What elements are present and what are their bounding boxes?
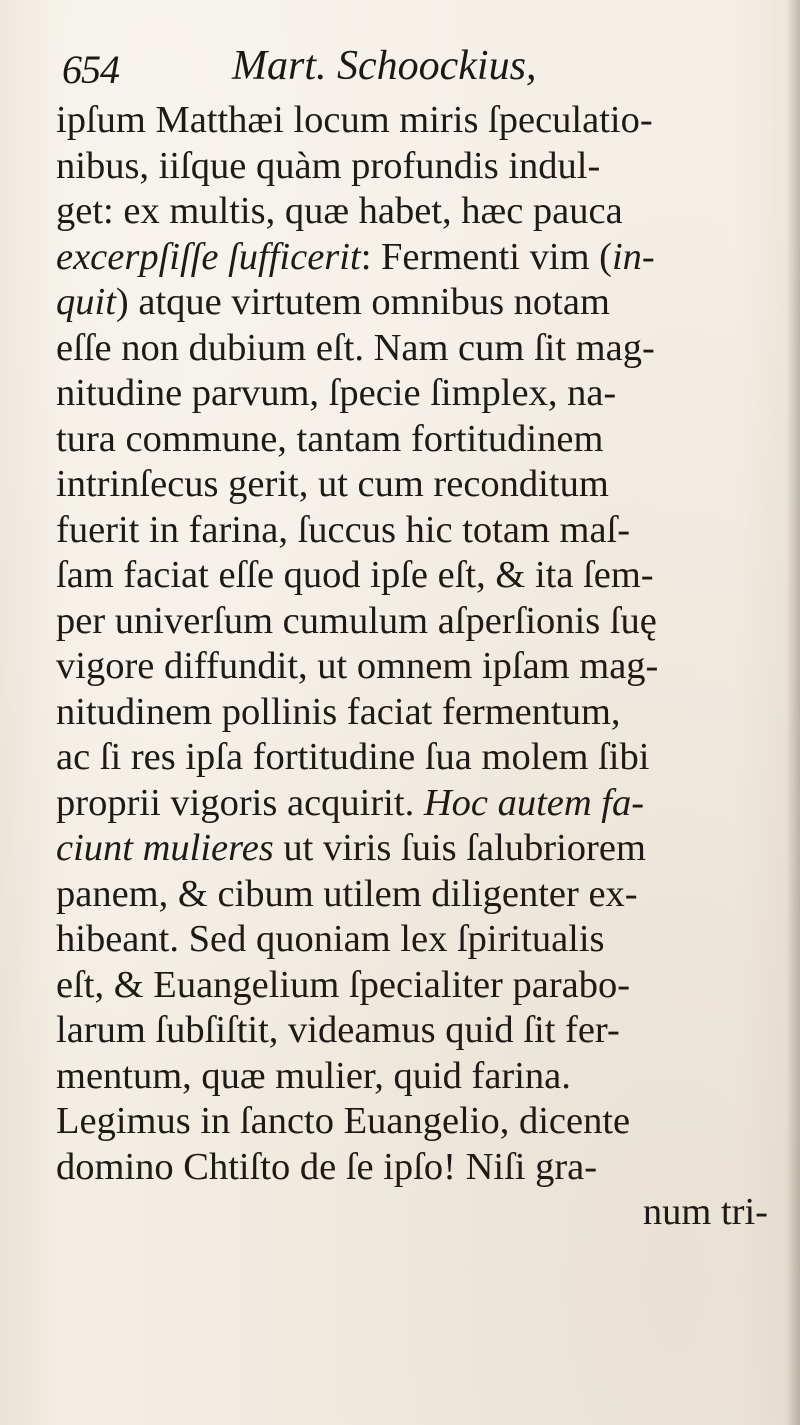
text-line [56,1054,776,1100]
text-segment: eſſe non dubium eſt. Nam cum ſit mag- [56,326,655,369]
text-line [56,826,776,872]
text-line [56,1145,776,1191]
text-segment: : Fermenti vim ( [360,235,612,278]
text-line [56,917,776,963]
text-segment: ipſum Matthæi locum miris ſpeculatio- [56,99,653,141]
text-segment: nibus, iiſque quàm profundis indul- [56,144,601,187]
text-line [56,781,776,827]
text-line [56,417,776,463]
text-segment: eſt, & Euangelium ſpecialiter parabo- [56,963,631,1006]
text-line [56,462,776,508]
text-line [56,872,776,918]
text-segment: ut viris ſuis ſalubriorem [273,827,646,869]
text-segment: fuerit in farina, ſuccus hic totam maſ- [56,508,631,551]
text-line [56,326,776,372]
italic-text-segment: Hoc autem fa- [423,781,645,824]
text-segment: vigore diffundit, ut omnem ipſam mag- [56,645,659,687]
text-line [56,235,776,281]
text-segment: ſam faciat eſſe quod ipſe eſt, & ita ſem- [56,554,654,596]
text-line [56,280,776,326]
text-segment: nitudine parvum, ſpecie ſimplex, na- [56,372,617,414]
text-segment: Legimus in ſancto Euangelio, dicente [56,1100,631,1142]
text-line [56,644,776,690]
text-segment: panem, & cibum utilem diligenter ex- [56,872,638,915]
text-line [56,735,776,781]
italic-text-segment: in- [611,235,655,278]
text-segment: larum ſubſiſtit, videamus quid ſit fer- [56,1009,620,1051]
text-line [56,508,776,554]
text-line [56,189,776,235]
text-line [56,371,776,417]
text-segment: intrinſecus gerit, ut cum reconditum [56,463,609,505]
text-segment: get: ex multis, quæ habet, hæc pauca [56,190,623,232]
text-line [56,690,776,736]
text-segment: domino Chtiſto de ſe ipſo! Niſi gra- [56,1145,598,1188]
italic-text-segment: ciunt mulieres [56,827,274,869]
catchword: num tri- [642,1191,768,1233]
text-segment: nitudinem pollinis faciat fermentum, [56,690,621,733]
text-line [56,144,776,190]
author-running-title: Mart. Schoockius, [232,43,537,89]
text-segment: ac ſi res ipſa fortitudine ſua molem ſibi [56,736,650,778]
italic-text-segment: quit [56,281,116,323]
running-head [56,40,756,96]
text-line [56,1008,776,1054]
text-segment: per univerſum cumulum aſperſionis ſuę [56,599,657,642]
text-line [56,599,776,645]
text-segment: ) atque virtutem omnibus notam [115,281,610,323]
text-segment: hibeant. Sed quoniam lex ſpiritualis [56,918,605,960]
body-text [56,98,776,1236]
text-segment: tura commune, tantam fortitudinem [56,417,604,460]
text-line [56,98,776,144]
text-line [56,963,776,1009]
page-edge-shadow [786,0,800,1425]
italic-text-segment: excerpſiſſe ſufficerit [56,235,361,278]
text-segment: mentum, quæ mulier, quid farina. [56,1054,571,1097]
text-line [56,553,776,599]
text-segment: proprii vigoris acquirit. [56,781,424,824]
page-number: 654 [62,47,119,92]
text-line [56,1099,776,1145]
